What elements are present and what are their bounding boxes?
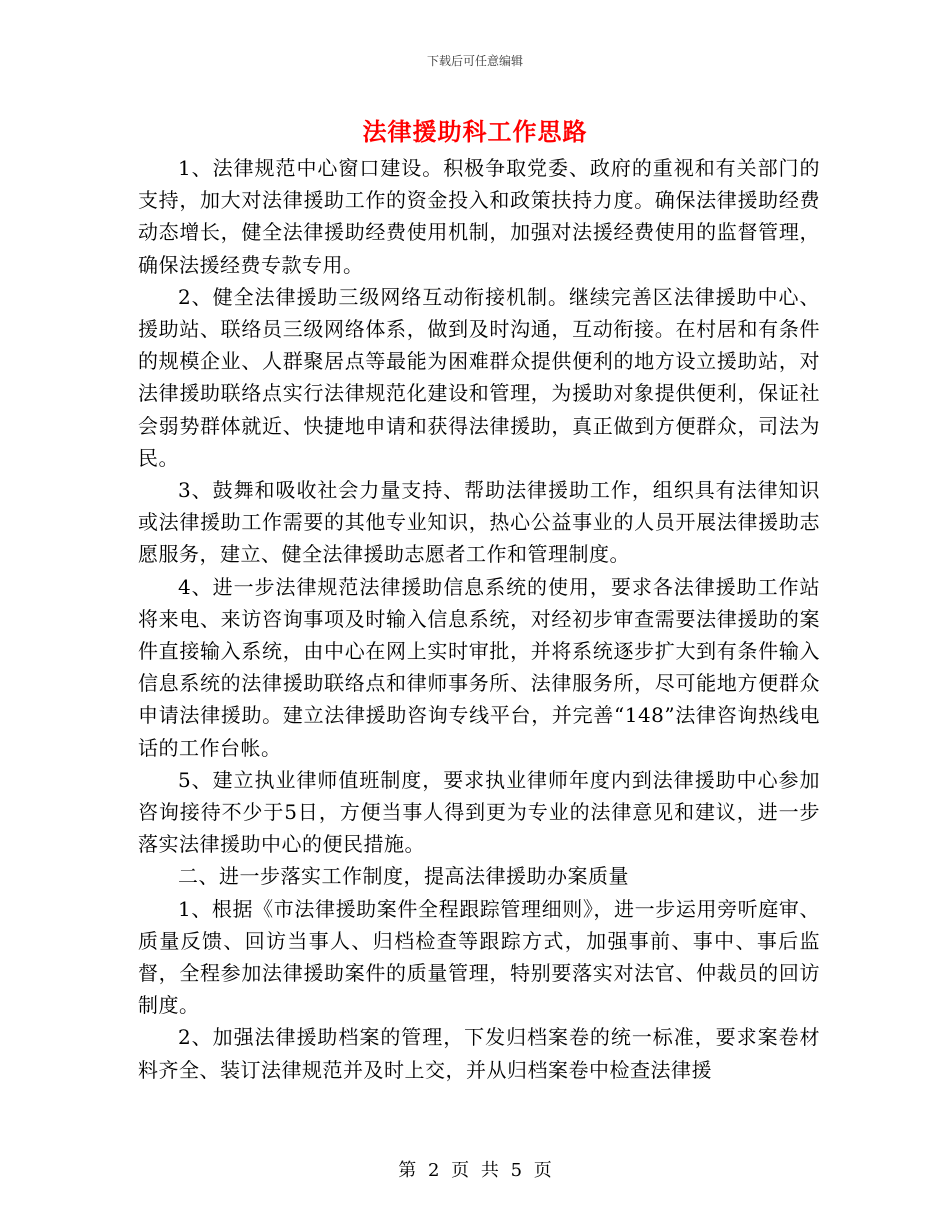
paragraph: 2、加强法律援助档案的管理，下发归档案卷的统一标准，要求案卷材料齐全、装订法律规范并及时上交，并从归档案卷中检查法律援: [138, 1025, 820, 1082]
section-heading: 二、进一步落实工作制度，提高法律援助办案质量: [178, 864, 629, 889]
paragraph: 2、健全法律援助三级网络互动衔接机制。继续完善区法律援助中心、援助站、联络员三级网络体系，做到及时沟通，互动衔接。在村居和有条件的规模企业、人群聚居点等最能为困难群众提供便利的地方设立援助站，对法律援助联络点实行法律规范化建设和管理，为援助对象提供便利，保证社会弱势群体就近、快捷地申请和获得法律援助，真正做到方便群众，司法为民。: [138, 284, 820, 470]
paragraph: 5、建立执业律师值班制度，要求执业律师年度内到法律援助中心参加咨询接待不少于5日，方便当事人得到更为专业的法律意见和建议，进一步落实法律援助中心的便民措施。: [138, 767, 820, 857]
paragraph: 1、根据《市法律援助案件全程跟踪管理细则》，进一步运用旁听庭审、质量反馈、回访当事人、归档检查等跟踪方式，加强事前、事中、事后监督，全程参加法律援助案件的质量管理，特别要落实对法官、仲裁员的回访制度。: [138, 896, 820, 1018]
page-footer: 第 2 页 共 5 页: [398, 1160, 552, 1181]
paragraph: 3、鼓舞和吸收社会力量支持、帮助法律援助工作，组织具有法律知识或法律援助工作需要的其他专业知识，热心公益事业的人员开展法律援助志愿服务，建立、健全法律援助志愿者工作和管理制度。: [138, 478, 820, 567]
document-body: [138, 152, 820, 1086]
paragraph: 4、进一步法律规范法律援助信息系统的使用，要求各法律援助工作站将来电、来访咨询事项及时输入信息系统，对经初步审查需要法律援助的案件直接输入系统，由中心在网上实时审批，并将系统逐步扩大到有条件输入信息系统的法律援助联络点和律师事务所、法律服务所，尽可能地方便群众申请法律援助。建立法律援助咨询专线平台，并完善“148”法律咨询热线电话的工作台帐。: [138, 574, 820, 760]
header-note: 下载后可任意编辑: [426, 54, 523, 68]
page-title: 法律援助科工作思路: [362, 117, 588, 146]
paragraph: 1、法律规范中心窗口建设。积极争取党委、政府的重视和有关部门的支持，加大对法律援助工作的资金投入和政策扶持力度。确保法律援助经费动态增长，健全法律援助经费使用机制，加强对法援经费使用的监督管理，确保法援经费专款专用。: [138, 156, 820, 277]
